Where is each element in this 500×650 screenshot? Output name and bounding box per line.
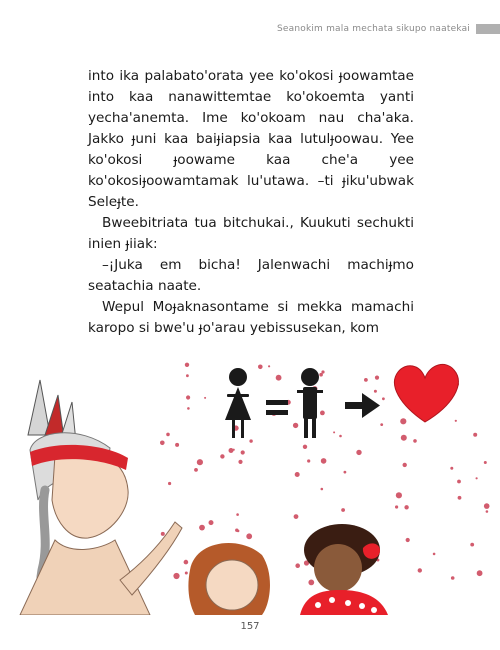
paint-dot [458, 496, 462, 500]
paint-dot [293, 423, 298, 428]
paint-dot [433, 553, 436, 556]
paint-dot [413, 439, 417, 443]
paint-dot [185, 572, 188, 575]
paint-dot [303, 445, 307, 449]
paint-dot [168, 482, 171, 485]
paint-dot [470, 543, 474, 547]
story-illustration [0, 340, 500, 615]
paint-dot [199, 525, 205, 531]
paint-dot [233, 449, 235, 451]
paint-dot [473, 433, 477, 437]
paint-dot [166, 433, 170, 437]
paint-dot [364, 378, 368, 382]
paint-dot [276, 375, 282, 381]
paint-dot [451, 576, 455, 580]
paint-dot [321, 458, 327, 464]
paint-dot [400, 418, 406, 424]
paint-dot [418, 568, 422, 572]
paint-dot [375, 376, 379, 380]
paint-dot [187, 407, 190, 410]
paint-dot [450, 467, 453, 470]
paint-dot [175, 443, 179, 447]
paint-dot [403, 463, 407, 467]
paint-dot [401, 435, 407, 441]
paint-dot [404, 505, 408, 509]
paint-dot [246, 533, 252, 539]
paint-dot [294, 514, 299, 519]
paint-dot [486, 510, 489, 513]
paint-dot [186, 374, 189, 377]
running-header: Seanokim mala mechata sikupo naatekai [276, 24, 470, 34]
paragraph: –¡Juka em bicha! Jalenwachi machiɟmo seatachia naate. [88, 257, 414, 294]
paragraph: Bweebitriata tua bitchukai., Kuukuti sechukti inien ɟiiak: [88, 215, 414, 252]
paint-dot [380, 423, 383, 426]
body-text [88, 66, 414, 339]
paint-dot [184, 560, 189, 565]
paint-dot [173, 573, 179, 579]
paint-dot [307, 459, 310, 462]
paint-dot [161, 532, 165, 536]
paint-dot [249, 439, 252, 442]
paint-dot [395, 505, 398, 508]
paint-dot [235, 529, 238, 532]
heart-icon [394, 364, 458, 422]
paint-dot [236, 513, 239, 516]
paint-dot [406, 538, 410, 542]
paint-dot [476, 477, 478, 479]
paint-dot [204, 397, 206, 399]
paint-dot [321, 488, 324, 491]
paragraph: into ika palabato'orata yee ko'okosi ɟoowamtae into kaa nanawittemtae ko'okoemta yanti yecha'anemta. Ime ko'okoam nau cha'aka. Jakko ɟuni kaa baiɟiapsia kaa lutulɟoowau. Yee ko'okosi ɟoowame kaa che'a yee ko'okosiɟoowamtamak lu'utawa. –ti ɟiku'ubwak Seleɟte. [88, 68, 414, 210]
paint-dot [258, 365, 263, 370]
paint-dot [344, 471, 347, 474]
paint-dot [339, 435, 342, 438]
paint-dot [308, 580, 314, 586]
paint-dot [319, 373, 323, 377]
paint-dot [295, 472, 300, 477]
paint-dot [457, 480, 461, 484]
paint-dot [484, 503, 490, 509]
header-tab-bar [476, 24, 500, 34]
paint-dot [484, 461, 487, 464]
child-character [188, 543, 270, 615]
paint-dot [194, 468, 198, 472]
arrow-right-icon [345, 393, 380, 418]
paint-dot [341, 508, 345, 512]
elder-character [20, 380, 182, 615]
paint-dot [229, 448, 234, 453]
equals-icon [266, 400, 288, 415]
paint-dot [295, 563, 300, 568]
paint-dot [382, 397, 385, 400]
paint-dot [186, 395, 190, 399]
paint-dot [477, 570, 483, 576]
paint-dot [160, 441, 165, 446]
paint-dot [197, 459, 203, 465]
page-number: 157 [240, 621, 260, 632]
girl-character [300, 524, 388, 615]
paint-dot [374, 390, 377, 393]
paint-dot [268, 365, 270, 367]
paint-dot [333, 431, 335, 433]
paint-dot [220, 454, 224, 458]
paint-dot [320, 411, 325, 416]
paint-dot [356, 450, 361, 455]
paint-dot [185, 363, 189, 367]
paragraph: Wepul Moɟaknasontame si mekka mamachi karopo si bwe'u ɟo'arau yebissusekan, kom [88, 299, 414, 336]
paint-dot [396, 492, 402, 498]
paint-dot [209, 520, 214, 525]
paint-dot [238, 460, 242, 464]
paint-dot [241, 450, 245, 454]
boy-figure-icon [297, 368, 323, 438]
paint-dot [455, 420, 457, 422]
